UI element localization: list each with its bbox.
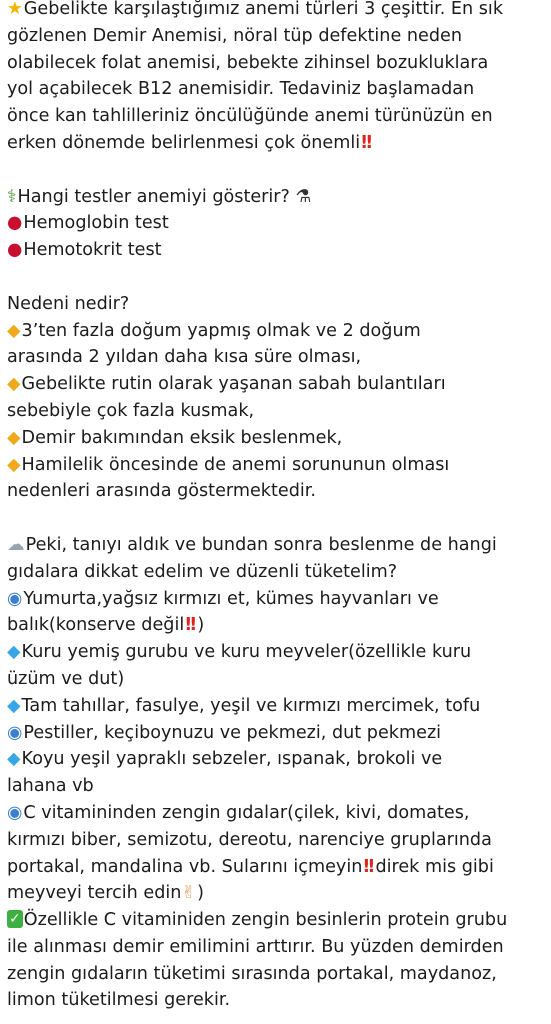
text-line: Nedeni nedir? [7, 293, 130, 314]
text-line: üzüm ve dut) [7, 668, 125, 689]
text-line: ◆Koyu yeşil yapraklı sebzeler, ıspanak, brokoli ve [7, 746, 545, 773]
text-line: balık(konserve değil!! ) [7, 612, 545, 639]
text-line: önce kan tahlilleriniz öncülüğünde anemi türünüzün en [7, 106, 493, 127]
star-icon: ★ [7, 0, 23, 19]
paragraph-causes [7, 291, 545, 505]
post-text [7, 0, 545, 1014]
diamond-icon: ◆ [7, 642, 21, 663]
paragraph-tests [7, 184, 545, 264]
text-line: ◆Kuru yemiş gurubu ve kuru meyveler(özellikle kuru [7, 639, 545, 666]
text-line: sebebiyle çok fazla kusmak, [7, 400, 255, 421]
text-line: gözlenen Demir Anemisi, nöral tüp defektine neden [7, 25, 462, 46]
text-line: lahana vb [7, 776, 94, 797]
text-line: ◆Gebelikte rutin olarak yaşanan sabah bulantıları [7, 371, 545, 398]
stethoscope-icon: ⚕ [7, 186, 17, 207]
text-line: olabilecek folat anemisi, bebekte zihinsel bozukluklara [7, 52, 489, 73]
text-line: limon tüketilmesi gerekir. [7, 990, 231, 1011]
label-tag-icon: ◆ [7, 374, 21, 395]
check-mark-icon: ✓ [9, 911, 21, 928]
text-line: zengin gıdaların tüketimi sırasında portakal, maydanoz, [7, 963, 497, 984]
text-line: meyveyi tercih edin✌) [7, 880, 545, 907]
double-exclamation-icon: !! [360, 132, 371, 153]
globe-icon: ◉ [7, 722, 23, 743]
text-line: ◆Tam tahıllar, fasulye, yeşil ve kırmızı mercimek, tofu [7, 693, 545, 720]
globe-icon: ◉ [7, 802, 23, 823]
text-line: ◉Yumurta,yağsız kırmızı et, kümes hayvanları ve [7, 586, 545, 613]
double-exclamation-icon: !! [184, 615, 195, 636]
text-line: erken dönemde belirlenmesi çok önemli!! [7, 130, 545, 157]
blood-drop-icon: ● [7, 213, 23, 234]
text-line: ●Hemotokrit test [7, 237, 545, 264]
text-line: arasında 2 yıldan daha kısa süre olması, [7, 347, 362, 368]
text-line: ✓ Özellikle C vitaminiden zengin besinlerin protein grubu [9, 910, 508, 931]
text-line: ★Gebelikte karşılaştığımız anemi türleri 3 çeşittir. En sık [7, 0, 545, 23]
double-exclamation-icon: !! [362, 856, 373, 877]
text-line: ⚕Hangi testler anemiyi gösterir? ⚗ [7, 184, 545, 211]
text-line: ☁Peki, tanıyı aldık ve bundan sonra beslenme de hangi [7, 532, 545, 559]
text-line: ◆Hamilelik öncesinde de anemi sorununun olması [7, 452, 545, 479]
label-tag-icon: ◆ [7, 427, 21, 448]
label-tag-icon: ◆ [7, 320, 21, 341]
paragraph-foods [7, 532, 545, 1014]
text-line: ◆Demir bakımından eksik beslenmek, [7, 425, 545, 452]
microscope-icon: ⚗ [295, 186, 312, 207]
text-line: ◆3’ten fazla doğum yapmış olmak ve 2 doğum [7, 318, 545, 345]
text-line: ●Hemoglobin test [7, 210, 545, 237]
text-line: ◉C vitamininden zengin gıdalar(çilek, kivi, domates, [7, 800, 545, 827]
text-line: nedenleri arasında göstermektedir. [7, 481, 316, 502]
text-line: ◉Pestiller, keçiboynuzu ve pekmezi, dut pekmezi [7, 720, 545, 747]
paragraph-intro [7, 0, 545, 157]
globe-icon: ◉ [7, 588, 23, 609]
text-line: kırmızı biber, semizotu, dereotu, narenciye gruplarında [7, 829, 492, 850]
thumbs-up-icon: ✌ [181, 883, 197, 904]
diamond-icon: ◆ [7, 695, 21, 716]
blood-drop-icon: ● [7, 240, 23, 261]
label-tag-icon: ◆ [7, 454, 21, 475]
swan-icon: ☁ [7, 534, 25, 555]
text-line: ile alınması demir emilimini arttırır. Bu yüzden demirden [7, 936, 504, 957]
diamond-icon: ◆ [7, 749, 21, 770]
text-line: portakal, mandalina vb. Sularını içmeyin!! direk mis gibi [7, 854, 545, 881]
text-line: yol açabilecek B12 anemisidir. Tedaviniz başlamadan [7, 79, 475, 100]
text-line: gıdalara dikkat edelim ve düzenli tüketelim? [7, 561, 398, 582]
